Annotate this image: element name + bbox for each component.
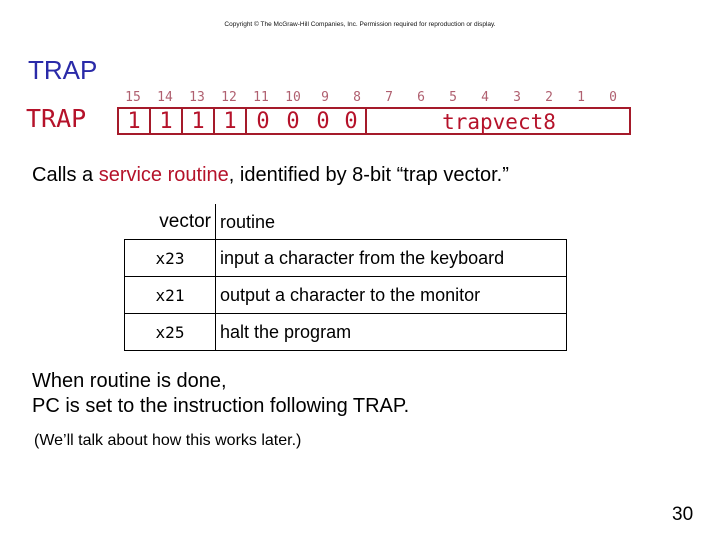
description-suffix: , identified by 8-bit “trap vector.”: [228, 164, 509, 186]
bit-number: 5: [449, 90, 457, 105]
zero-bit: 0: [256, 109, 270, 134]
bit-number: 15: [125, 90, 141, 105]
routine-cell: input a character from the keyboard: [216, 240, 567, 277]
note-line: When routine is done,: [32, 370, 227, 392]
table-row: [125, 240, 567, 277]
instruction-format-box: [117, 107, 631, 135]
table-header-row: [125, 205, 567, 240]
trapvect-field: trapvect8: [442, 110, 556, 134]
routine-note: [32, 369, 409, 419]
bit-number: 7: [385, 90, 393, 105]
trap-vector-table: [124, 204, 567, 351]
note-line: PC is set to the instruction following TRAP.: [32, 395, 410, 417]
zero-bit: 0: [286, 109, 300, 134]
bit-number: 8: [353, 90, 361, 105]
bit-number: 14: [157, 90, 173, 105]
aside-note: (We’ll talk about how this works later.): [34, 432, 302, 449]
bit-number: 10: [285, 90, 301, 105]
bit-number: 6: [417, 90, 425, 105]
bit-number: 11: [253, 90, 269, 105]
bit-number: 3: [513, 90, 521, 105]
bit-number: 13: [189, 90, 205, 105]
routine-cell: output a character to the monitor: [216, 277, 567, 314]
table-row: [125, 314, 567, 351]
table-row: [125, 277, 567, 314]
description-highlight: service routine: [98, 164, 229, 186]
description: [32, 164, 509, 187]
instruction-label: TRAP: [26, 104, 87, 133]
description-prefix: Calls a: [32, 164, 99, 186]
bit-number: 4: [481, 90, 489, 105]
vector-cell: x21: [125, 277, 216, 314]
bit-number: 12: [221, 90, 237, 105]
bit-number: 2: [545, 90, 553, 105]
opcode-bit: 1: [215, 109, 247, 133]
bit-number-row: [117, 90, 633, 104]
zero-bit: 0: [337, 109, 367, 133]
zero-bit: 0: [316, 109, 330, 134]
opcode-bit: 1: [151, 109, 183, 133]
bit-number: 1: [577, 90, 585, 105]
page-number: 30: [672, 504, 694, 525]
bit-number: 0: [609, 90, 617, 105]
vector-cell: x23: [125, 240, 216, 277]
bit-number: 9: [321, 90, 329, 105]
vector-cell: x25: [125, 314, 216, 351]
copyright-notice: Copyright © The McGraw-Hill Companies, Inc. Permission required for reproduction or display.: [224, 21, 496, 28]
opcode-bit: 1: [119, 109, 151, 133]
header-vector: vector: [125, 205, 216, 240]
header-routine: routine: [216, 205, 567, 240]
opcode-bit: 1: [183, 109, 215, 133]
routine-cell: halt the program: [216, 314, 567, 351]
slide-title: TRAP: [28, 55, 98, 85]
